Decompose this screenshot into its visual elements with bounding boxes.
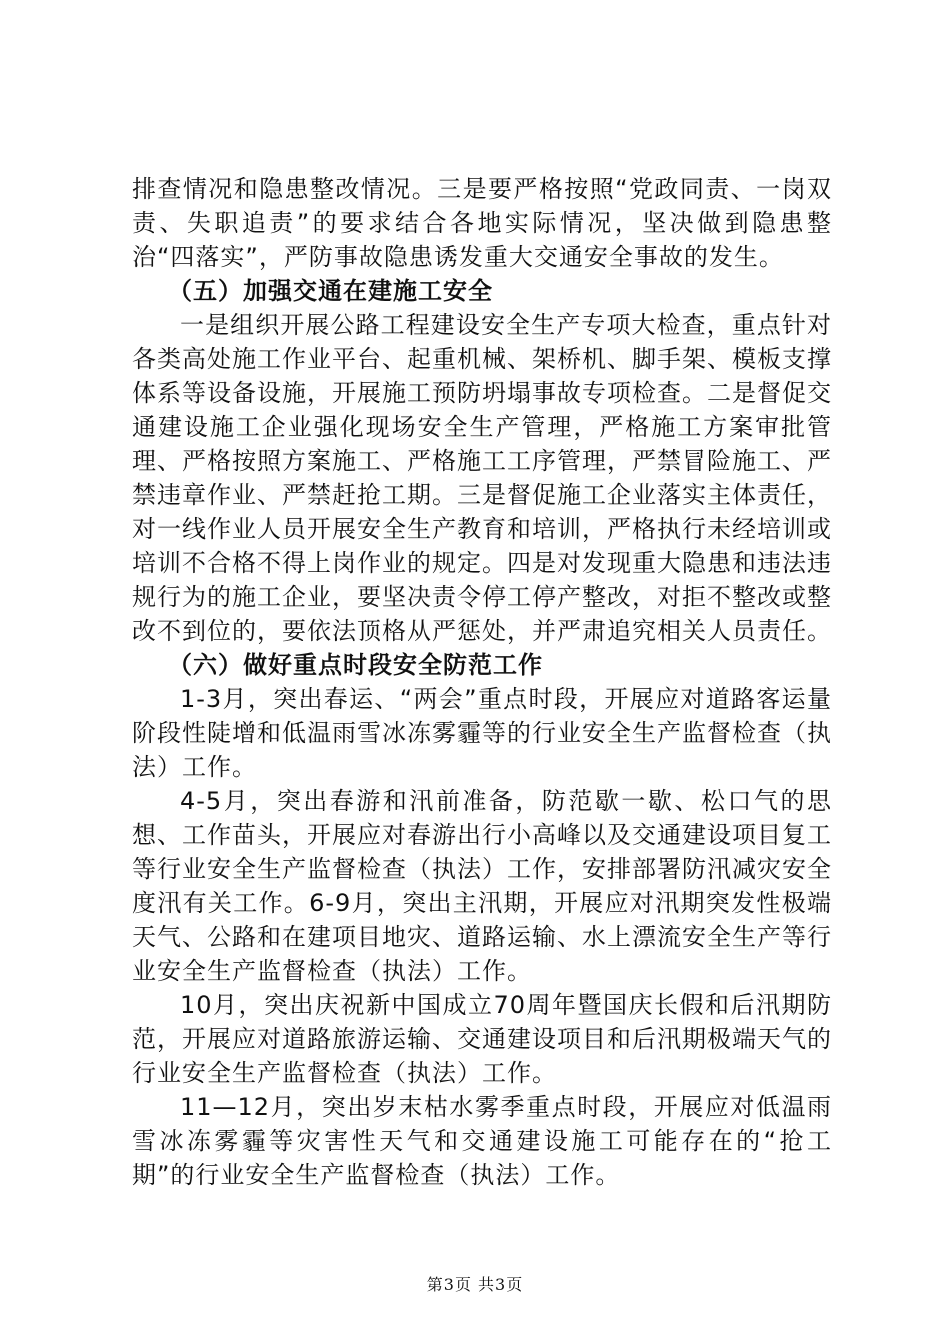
page-footer: 第3页 共3页 — [426, 1275, 524, 1294]
paragraph-construction-safety: 一是组织开展公路工程建设安全生产专项大检查，重点针对各类高处施工作业平台、起重机械、架桥机、脚手架、模板支撑体系等设备设施，开展施工预防坍塌事故专项检查。二是督促交通建设施工企业强化现场安全生产管理，严格施工方案审批管理、严格按照方案施工、严格施工工序管理，严禁冒险施工、严禁违章作业、严禁赶抢工期。三是督促施工企业落实主体责任，对一线作业人员开展安全生产教育和培训，严格执行未经培训或培训不合格不得上岗作业的规定。四是对发现重大隐患和违法违规行为的施工企业，要坚决责令停工停产整改，对拒不整改或整改不到位的，要依法顶格从严惩处，并严肃追究相关人员责任。 — [132, 311, 832, 645]
paragraph-october: 10月，突出庆祝新中国成立70周年暨国庆长假和后汛期防范，开展应对道路旅游运输、交通建设项目和后汛期极端天气的行业安全生产监督检查（执法）工作。 — [132, 991, 832, 1087]
section-heading-5: （五）加强交通在建施工安全 — [168, 277, 493, 305]
section-heading-6: （六）做好重点时段安全防范工作 — [168, 651, 543, 679]
paragraph-continuation: 排查情况和隐患整改情况。三是要严格按照“党政同责、一岗双责、失职追责”的要求结合各地实际情况，坚决做到隐患整治“四落实”，严防事故隐患诱发重大交通安全事故的发生。 — [132, 175, 832, 271]
paragraph-jan-mar: 1-3月，突出春运、“两会”重点时段，开展应对道路客运量阶段性陡增和低温雨雪冰冻雾霾等的行业安全生产监督检查（执法）工作。 — [132, 685, 832, 781]
document-body — [132, 172, 832, 1192]
paragraph-nov-dec: 11—12月，突出岁末枯水雾季重点时段，开展应对低温雨雪冰冻雾霾等灾害性天气和交通建设施工可能存在的“抢工期”的行业安全生产监督检查（执法）工作。 — [132, 1093, 832, 1189]
paragraph-apr-may: 4-5月，突出春游和汛前准备，防范歇一歇、松口气的思想、工作苗头，开展应对春游出行小高峰以及交通建设项目复工等行业安全生产监督检查（执法）工作，安排部署防汛减灾安全度汛有关工作。6-9月，突出主汛期，开展应对汛期突发性极端天气、公路和在建项目地灾、道路运输、水上漂流安全生产等行业安全生产监督检查（执法）工作。 — [132, 787, 832, 985]
